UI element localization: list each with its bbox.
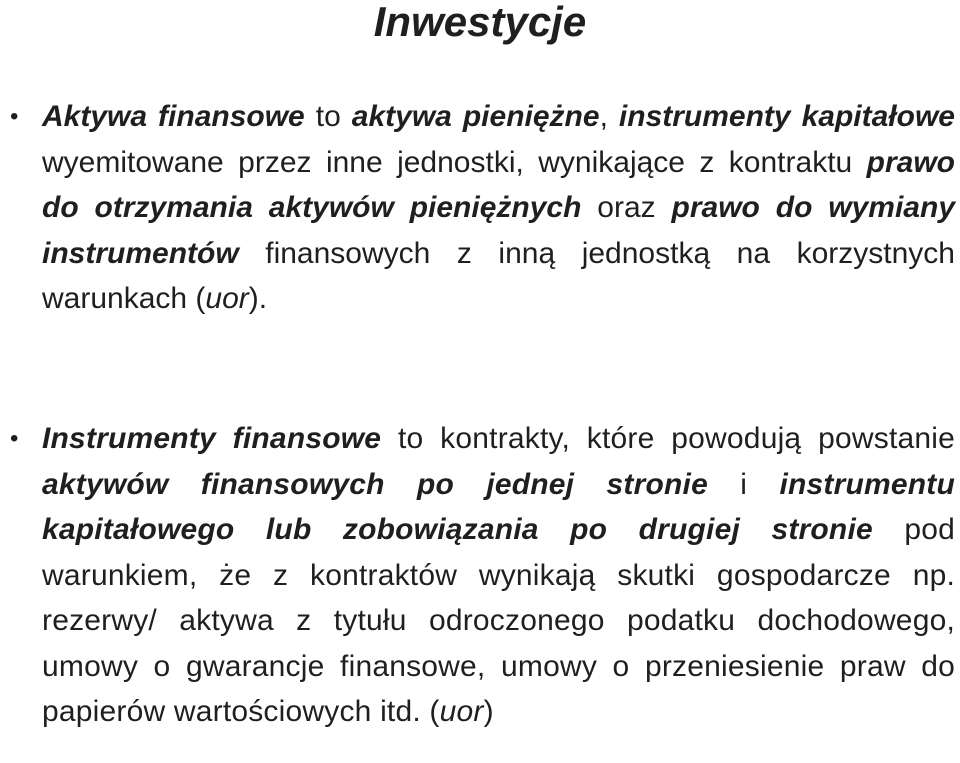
text-segment: , (599, 100, 619, 133)
text-segment: ). (248, 282, 268, 315)
text-segment: finansowych z inną jednostką na korzystnych warunkach ( (42, 236, 955, 315)
text-segment: oraz (581, 191, 672, 224)
source-abbreviation: uor (439, 695, 484, 728)
bullet-dot-icon: • (10, 103, 19, 130)
text-segment: wyemitowane przez inne jednostki, wynikające z kontraktu (42, 145, 867, 179)
text-segment: pod warunkiem, że z kontraktów wynikają skutki gospodarcze np. rezerwy/ aktywa z tytułu odroczonego podatku dochodowego, umowy o gwarancje finansowe, umowy o przeniesienie praw do papierów wartościowych itd. ( (42, 513, 955, 728)
term-instrumentu-kapitalowego: instrumentu kapitałowego lub zobowiązania po drugiej stronie (42, 467, 955, 546)
text-segment: to kontrakty, które powodują powstanie (381, 422, 955, 455)
slide-title: Inwestycje (373, 0, 587, 45)
term-aktywow-finansowych: aktywów finansowych po jednej stronie (42, 467, 708, 501)
text-segment: i (707, 467, 780, 501)
term-instrumenty-kapitalowe: instrumenty kapitałowe (618, 100, 955, 133)
bullet-item-aktywa-finansowe (10, 94, 955, 322)
bullet-text (42, 94, 955, 322)
term-prawo-do-otrzymania: prawo do otrzymania aktywów pieniężnych (42, 145, 955, 224)
bullet-dot-icon: • (10, 425, 19, 452)
text-segment: to (304, 100, 352, 133)
bullet-item-instrumenty-finansowe (10, 416, 955, 735)
term-prawo-do-wymiany: prawo do wymiany instrumentów (42, 191, 956, 270)
term-instrumenty-finansowe: Instrumenty finansowe (42, 422, 382, 455)
bullet-text (42, 416, 955, 735)
term-aktywa-pieniezne: aktywa pieniężne (351, 100, 600, 133)
term-aktywa-finansowe: Aktywa finansowe (42, 100, 305, 133)
text-segment: ) (483, 695, 494, 728)
source-abbreviation: uor (205, 282, 249, 315)
